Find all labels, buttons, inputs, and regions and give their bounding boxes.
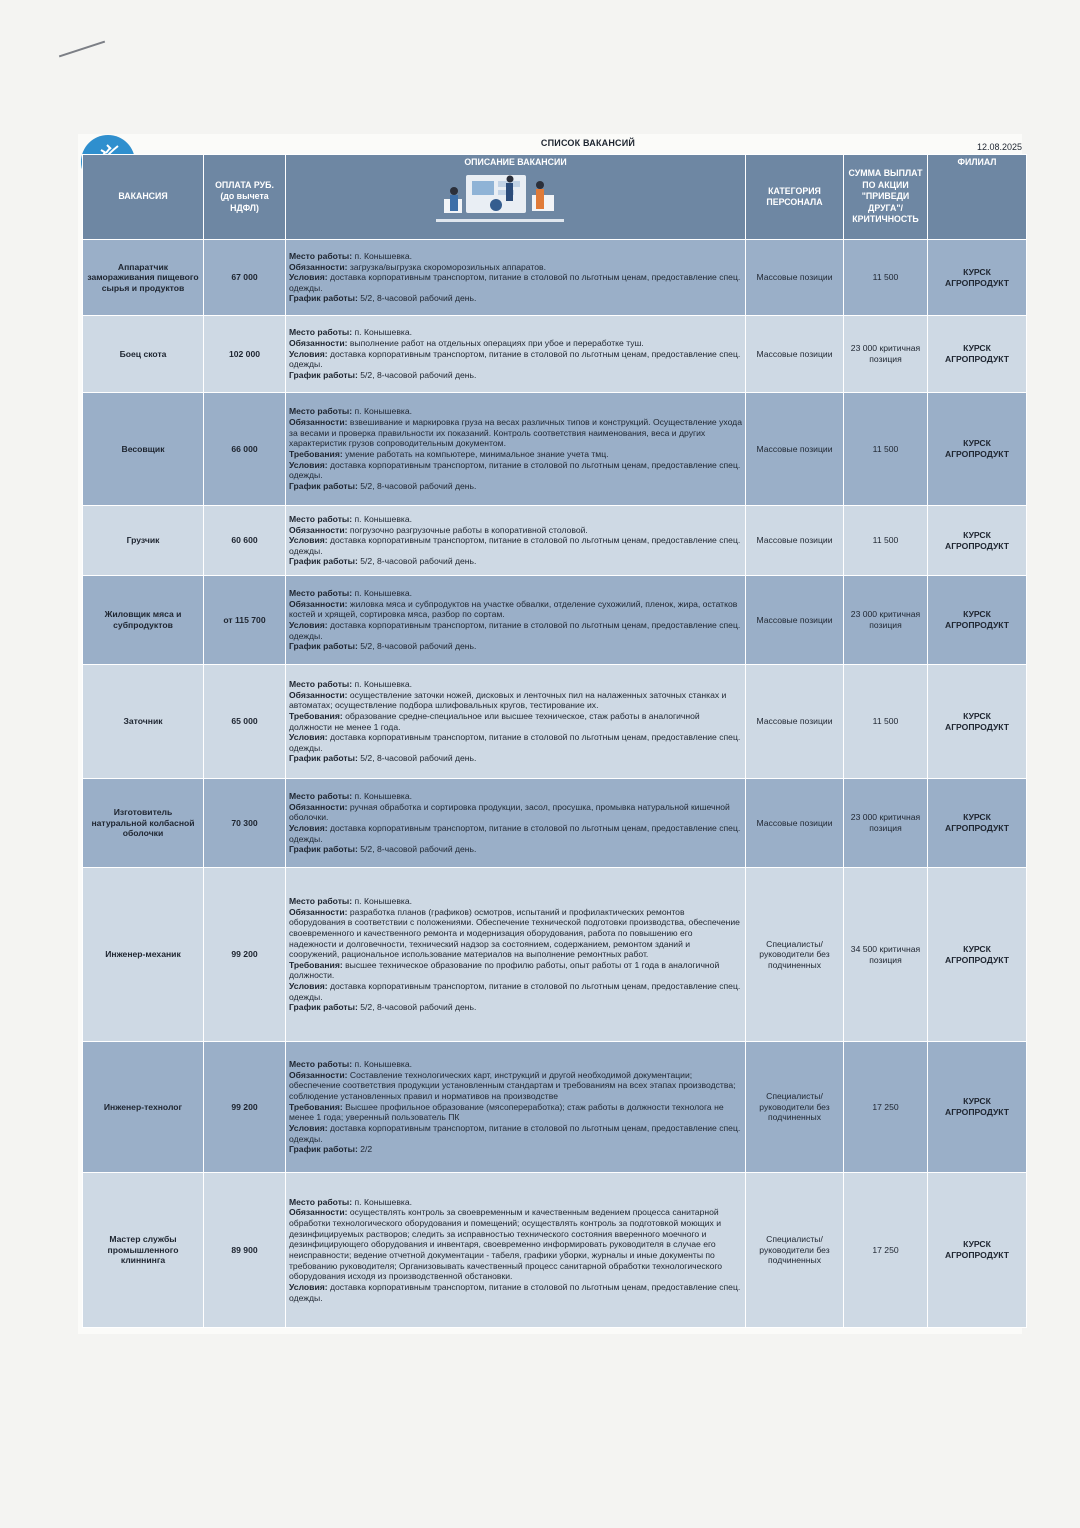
- description-line: [289, 1102, 742, 1123]
- line-text: Высшее профильное образование (мясопереработка); стаж работы в должности технолога не менее 1 года; уверенный пользователь ПК: [289, 1101, 724, 1123]
- line-text: п. Конышевка.: [352, 791, 413, 802]
- line-text: 5/2, 8-часовой рабочий день.: [357, 1002, 477, 1013]
- line-label: График работы:: [289, 480, 358, 491]
- line-label: Обязанности:: [289, 338, 348, 349]
- column-header-description: [286, 155, 746, 240]
- vacancy-branch: КУРСК АГРОПРОДУКТ: [928, 779, 1027, 868]
- vacancy-bonus-sum: 11 500: [844, 393, 928, 506]
- line-text: загрузка/выгрузка скороморозильных аппаратов.: [347, 261, 546, 272]
- description-line: [289, 599, 742, 620]
- vacancy-pay: от 115 700: [204, 576, 286, 665]
- vacancy-pay: 102 000: [204, 316, 286, 393]
- vacancy-pay: 67 000: [204, 240, 286, 316]
- line-text: доставка корпоративным транспортом, питание в столовой по льготным ценам, предоставление спец. одежды.: [289, 1281, 741, 1303]
- line-label: График работы:: [289, 753, 358, 764]
- line-text: 5/2, 8-часовой рабочий день.: [357, 293, 477, 304]
- line-text: доставка корпоративным транспортом, питание в столовой по льготным ценам, предоставление спец. одежды.: [289, 823, 741, 844]
- vacancy-name: Мастер службы промышленного клиннинга: [83, 1173, 204, 1328]
- vacancy-branch: КУРСК АГРОПРОДУКТ: [928, 576, 1027, 665]
- line-label: Обязанности:: [289, 689, 348, 700]
- line-label: График работы:: [289, 1002, 358, 1013]
- vacancy-description: [286, 1042, 746, 1173]
- description-line: [289, 802, 742, 823]
- vacancy-description: [286, 506, 746, 576]
- vacancy-description: [286, 868, 746, 1042]
- vacancy-name: Жиловщик мяса и субпродуктов: [83, 576, 204, 665]
- description-line: [289, 1207, 742, 1282]
- description-line: [289, 844, 742, 855]
- line-text: 5/2, 8-часовой рабочий день.: [357, 844, 477, 855]
- description-line: [289, 1144, 742, 1155]
- description-line: [289, 753, 742, 764]
- vacancy-bonus-sum: 23 000 критичная позиция: [844, 576, 928, 665]
- table-row: [83, 868, 1027, 1042]
- scan-mark: [59, 41, 105, 58]
- description-line: [289, 349, 742, 370]
- line-label: Условия:: [289, 535, 328, 546]
- line-label: Место работы:: [289, 895, 353, 906]
- line-label: Место работы:: [289, 678, 353, 689]
- line-text: взвешивание и маркировка груза на весах различных типов и конструкций. Осуществление ухода за весами и проверка правильности их показаний. Контроль соответствия наименования, веса и других характеристик грузов сопроводительным документом.: [289, 417, 742, 449]
- line-label: Место работы:: [289, 1059, 353, 1070]
- description-line: [289, 1123, 742, 1144]
- line-text: доставка корпоративным транспортом, питание в столовой по льготным ценам, предоставление спец. одежды.: [289, 981, 741, 1002]
- description-line: [289, 711, 742, 732]
- table-header-row: [83, 155, 1027, 240]
- vacancy-branch: КУРСК АГРОПРОДУКТ: [928, 316, 1027, 393]
- vacancy-name: Инженер-механик: [83, 868, 204, 1042]
- table-row: [83, 1173, 1027, 1328]
- line-text: Составление технологических карт, инструкций и другой необходимой документации; обеспечение соответствия продукции установленным стандартам и требованиям на всех этапах производства; соблюдение установленных правил и нормативов на производстве: [289, 1069, 736, 1102]
- table-row: [83, 665, 1027, 779]
- line-text: п. Конышевка.: [352, 327, 413, 338]
- vacancy-category: Массовые позиции: [746, 240, 844, 316]
- vacancy-description: [286, 240, 746, 316]
- vacancy-pay: 66 000: [204, 393, 286, 506]
- vacancy-category: Массовые позиции: [746, 779, 844, 868]
- line-text: высшее техническое образование по профилю работы, опыт работы от 1 года в аналогичной должности.: [289, 959, 720, 981]
- vacancy-bonus-sum: 34 500 критичная позиция: [844, 868, 928, 1042]
- description-line: [289, 272, 742, 293]
- description-line: [289, 1002, 742, 1013]
- line-text: п. Конышевка.: [352, 250, 413, 261]
- description-line: [289, 823, 742, 844]
- table-row: [83, 779, 1027, 868]
- vacancy-name: Грузчик: [83, 506, 204, 576]
- line-label: Обязанности:: [289, 906, 348, 917]
- line-text: п. Конышевка.: [352, 678, 413, 689]
- description-line: [289, 556, 742, 567]
- vacancy-category: Массовые позиции: [746, 393, 844, 506]
- vacancy-name: Заточник: [83, 665, 204, 779]
- vacancy-pay: 99 200: [204, 1042, 286, 1173]
- vacancy-branch: КУРСК АГРОПРОДУКТ: [928, 1173, 1027, 1328]
- vacancy-pay: 89 900: [204, 1173, 286, 1328]
- line-text: жиловка мяса и субпродуктов на участке обвалки, отделение сухожилий, пленок, жира, остатков костей и хрящей, сортировка мяса, разбор по сортам.: [289, 598, 738, 620]
- column-header-category: КАТЕГОРИЯ ПЕРСОНАЛА: [746, 155, 844, 240]
- column-header-vacancy: ВАКАНСИЯ: [83, 155, 204, 240]
- vacancy-sheet: [78, 134, 1022, 1334]
- line-text: осуществление заточки ножей, дисковых и ленточных пил на налаженных заточных станках и автоматах; осуществление подбора шлифовальных кругов, тестирование их.: [289, 689, 727, 711]
- vacancy-branch: КУРСК АГРОПРОДУКТ: [928, 665, 1027, 779]
- vacancy-branch: КУРСК АГРОПРОДУКТ: [928, 240, 1027, 316]
- line-label: График работы:: [289, 293, 358, 304]
- table-row: [83, 240, 1027, 316]
- line-text: доставка корпоративным транспортом, питание в столовой по льготным ценам, предоставление спец. одежды.: [289, 272, 741, 293]
- description-line: [289, 525, 742, 536]
- vacancy-description: [286, 316, 746, 393]
- line-label: Обязанности:: [289, 417, 348, 428]
- description-line: [289, 535, 742, 556]
- line-label: Место работы:: [289, 1196, 353, 1207]
- line-text: доставка корпоративным транспортом, питание в столовой по льготным ценам, предоставление спец. одежды.: [289, 535, 741, 556]
- line-text: ручная обработка и сортировка продукции, засол, просушка, промывка натуральной кишечной оболочки.: [289, 801, 730, 823]
- description-line: [289, 588, 742, 599]
- line-text: п. Конышевка.: [352, 1059, 413, 1070]
- line-label: Место работы:: [289, 513, 353, 524]
- table-row: [83, 576, 1027, 665]
- line-label: Условия:: [289, 1122, 328, 1133]
- table-row: [83, 506, 1027, 576]
- vacancy-category: Специалисты/руководители без подчиненных: [746, 868, 844, 1042]
- vacancy-pay: 60 600: [204, 506, 286, 576]
- line-text: доставка корпоративным транспортом, питание в столовой по льготным ценам, предоставление спец. одежды.: [289, 348, 741, 370]
- vacancy-branch: КУРСК АГРОПРОДУКТ: [928, 506, 1027, 576]
- vacancy-branch: КУРСК АГРОПРОДУКТ: [928, 868, 1027, 1042]
- line-label: Условия:: [289, 732, 328, 743]
- line-label: Условия:: [289, 459, 328, 470]
- line-label: Условия:: [289, 981, 328, 992]
- vacancy-description: [286, 576, 746, 665]
- vacancy-category: Массовые позиции: [746, 576, 844, 665]
- line-label: Условия:: [289, 1281, 328, 1292]
- vacancy-bonus-sum: 11 500: [844, 506, 928, 576]
- office-team-illustration-icon: [436, 169, 564, 229]
- line-text: 2/2: [357, 1144, 373, 1155]
- table-row: [83, 316, 1027, 393]
- column-header-sum: СУММА ВЫПЛАТ ПО АКЦИИ "ПРИВЕДИ ДРУГА"/КРИТИЧНОСТЬ: [844, 155, 928, 240]
- line-text: п. Конышевка.: [352, 406, 413, 417]
- vacancy-name: Изготовитель натуральной колбасной оболочки: [83, 779, 204, 868]
- vacancy-branch: КУРСК АГРОПРОДУКТ: [928, 1042, 1027, 1173]
- line-label: Обязанности:: [289, 1207, 348, 1218]
- line-label: Место работы:: [289, 406, 353, 417]
- line-text: доставка корпоративным транспортом, питание в столовой по льготным ценам, предоставление спец. одежды.: [289, 620, 741, 641]
- description-line: [289, 1070, 742, 1102]
- vacancy-pay: 99 200: [204, 868, 286, 1042]
- column-header-branch: ФИЛИАЛ: [928, 155, 1027, 240]
- description-line: [289, 960, 742, 981]
- vacancy-bonus-sum: 11 500: [844, 665, 928, 779]
- line-label: Обязанности:: [289, 261, 348, 272]
- description-line: [289, 907, 742, 960]
- description-line: [289, 981, 742, 1002]
- line-text: выполнение работ на отдельных операциях при убое и переработке туш.: [347, 338, 644, 349]
- line-text: п. Конышевка.: [352, 588, 413, 599]
- line-text: 5/2, 8-часовой рабочий день.: [357, 369, 477, 380]
- description-line: [289, 449, 742, 460]
- line-label: Обязанности:: [289, 1069, 348, 1080]
- line-label: Условия:: [289, 823, 328, 833]
- line-text: 5/2, 8-часовой рабочий день.: [357, 556, 477, 567]
- line-label: Обязанности:: [289, 598, 348, 609]
- line-label: Обязанности:: [289, 801, 348, 812]
- line-text: 5/2, 8-часовой рабочий день.: [357, 480, 477, 491]
- line-text: образование средне-специальное или высшее техническое, стаж работы в аналогичной должности не менее 1 года.: [289, 710, 700, 732]
- description-line: [289, 338, 742, 349]
- table-row: [83, 1042, 1027, 1173]
- description-line: [289, 620, 742, 641]
- vacancy-description: [286, 1173, 746, 1328]
- vacancy-table: [82, 154, 1027, 1328]
- description-line: [289, 481, 742, 492]
- line-text: 5/2, 8-часовой рабочий день.: [357, 641, 477, 652]
- description-line: [289, 406, 742, 417]
- line-label: Требования:: [289, 710, 343, 721]
- vacancy-category: Массовые позиции: [746, 506, 844, 576]
- vacancy-name: Инженер-технолог: [83, 1042, 204, 1173]
- description-line: [289, 690, 742, 711]
- description-line: [289, 791, 742, 802]
- vacancy-name: Весовщик: [83, 393, 204, 506]
- line-label: График работы:: [289, 844, 358, 855]
- line-label: Условия:: [289, 348, 328, 359]
- line-label: Требования:: [289, 449, 343, 459]
- line-label: Место работы:: [289, 588, 353, 599]
- vacancy-bonus-sum: 17 250: [844, 1042, 928, 1173]
- description-line: [289, 370, 742, 381]
- description-line: [289, 417, 742, 449]
- column-header-pay: ОПЛАТА РУБ. (до вычета НДФЛ): [204, 155, 286, 240]
- line-text: п. Конышевка.: [352, 1196, 413, 1207]
- line-label: График работы:: [289, 641, 358, 652]
- description-line: [289, 327, 742, 338]
- line-text: умение работать на компьютере, минимальное знание учета тмц.: [342, 449, 609, 459]
- vacancy-pay: 65 000: [204, 665, 286, 779]
- line-label: Требования:: [289, 1101, 343, 1112]
- vacancy-category: Специалисты/руководители без подчиненных: [746, 1173, 844, 1328]
- column-header-description-label: ОПИСАНИЕ ВАКАНСИИ: [464, 157, 567, 167]
- line-label: График работы:: [289, 369, 358, 380]
- line-label: График работы:: [289, 1144, 358, 1155]
- vacancy-description: [286, 393, 746, 506]
- document-date: 12.08.2025: [976, 142, 1022, 152]
- line-label: Условия:: [289, 272, 328, 283]
- description-line: [289, 262, 742, 273]
- vacancy-bonus-sum: 23 000 критичная позиция: [844, 779, 928, 868]
- description-line: [289, 460, 742, 481]
- vacancy-bonus-sum: 11 500: [844, 240, 928, 316]
- vacancy-pay: 70 300: [204, 779, 286, 868]
- line-text: доставка корпоративным транспортом, питание в столовой по льготным ценам, предоставление спец. одежды.: [289, 459, 741, 481]
- description-line: [289, 293, 742, 304]
- line-label: Условия:: [289, 620, 328, 630]
- description-line: [289, 641, 742, 652]
- description-line: [289, 896, 742, 907]
- vacancy-description: [286, 665, 746, 779]
- document-title: СПИСОК ВАКАНСИЙ: [540, 138, 636, 148]
- line-text: осуществлять контроль за своевременным и качественным ведением процесса санитарной обработки технологического оборудования и помещений; осуществлять контроль за подготовкой моющих и дезинфицируемых растворов; следить за исправностью технического состояния вверенного моечного и дезинфицирующего оборудования и инвентаря, своевременно информировать руководителя в случае его неисправности; ведение отчетной документации - табеля, графики уборки, журналы и иные документы по требованию руководителя; Организовывать качественный процесс санитарной обработки технологического оборудования исходя из производственной обстановки.: [289, 1207, 723, 1282]
- vacancy-name: Боец скота: [83, 316, 204, 393]
- vacancy-category: Массовые позиции: [746, 665, 844, 779]
- vacancy-description: [286, 779, 746, 868]
- vacancy-name: Аппаратчик замораживания пищевого сырья и продуктов: [83, 240, 204, 316]
- line-label: Место работы:: [289, 250, 353, 261]
- description-line: [289, 732, 742, 753]
- vacancy-bonus-sum: 17 250: [844, 1173, 928, 1328]
- vacancy-bonus-sum: 23 000 критичная позиция: [844, 316, 928, 393]
- line-text: доставка корпоративным транспортом, питание в столовой по льготным ценам, предоставление спец. одежды.: [289, 1122, 741, 1144]
- line-label: Место работы:: [289, 791, 353, 802]
- line-text: разработка планов (графиков) осмотров, испытаний и профилактических ремонтов оборудования в соответствии с положениями. Обеспечение технической подготовки производства, обеспечение своевременного и качественного ремонта и модернизация оборудования, работа по повышению его надежности и долговечности, технический надзор за состоянием, содержанием, ремонтом зданий и сооружений, рациональное использование материалов на выполнение ремонтных работ.: [289, 906, 740, 960]
- line-label: Требования:: [289, 959, 343, 970]
- line-label: График работы:: [289, 556, 358, 567]
- description-line: [289, 251, 742, 262]
- vacancy-category: Специалисты/руководители без подчиненных: [746, 1042, 844, 1173]
- line-text: п. Конышевка.: [352, 895, 413, 906]
- description-line: [289, 514, 742, 525]
- description-line: [289, 679, 742, 690]
- vacancy-category: Массовые позиции: [746, 316, 844, 393]
- line-text: 5/2, 8-часовой рабочий день.: [357, 753, 477, 764]
- line-text: п. Конышевка.: [352, 513, 413, 524]
- description-line: [289, 1059, 742, 1070]
- description-line: [289, 1282, 742, 1303]
- line-label: Обязанности:: [289, 524, 348, 535]
- line-label: Место работы:: [289, 327, 353, 338]
- description-line: [289, 1197, 742, 1208]
- line-text: доставка корпоративным транспортом, питание в столовой по льготным ценам, предоставление спец. одежды.: [289, 732, 741, 753]
- table-row: [83, 393, 1027, 506]
- line-text: погрузочно разгрузочные работы в копоративной столовой.: [347, 524, 588, 535]
- vacancy-branch: КУРСК АГРОПРОДУКТ: [928, 393, 1027, 506]
